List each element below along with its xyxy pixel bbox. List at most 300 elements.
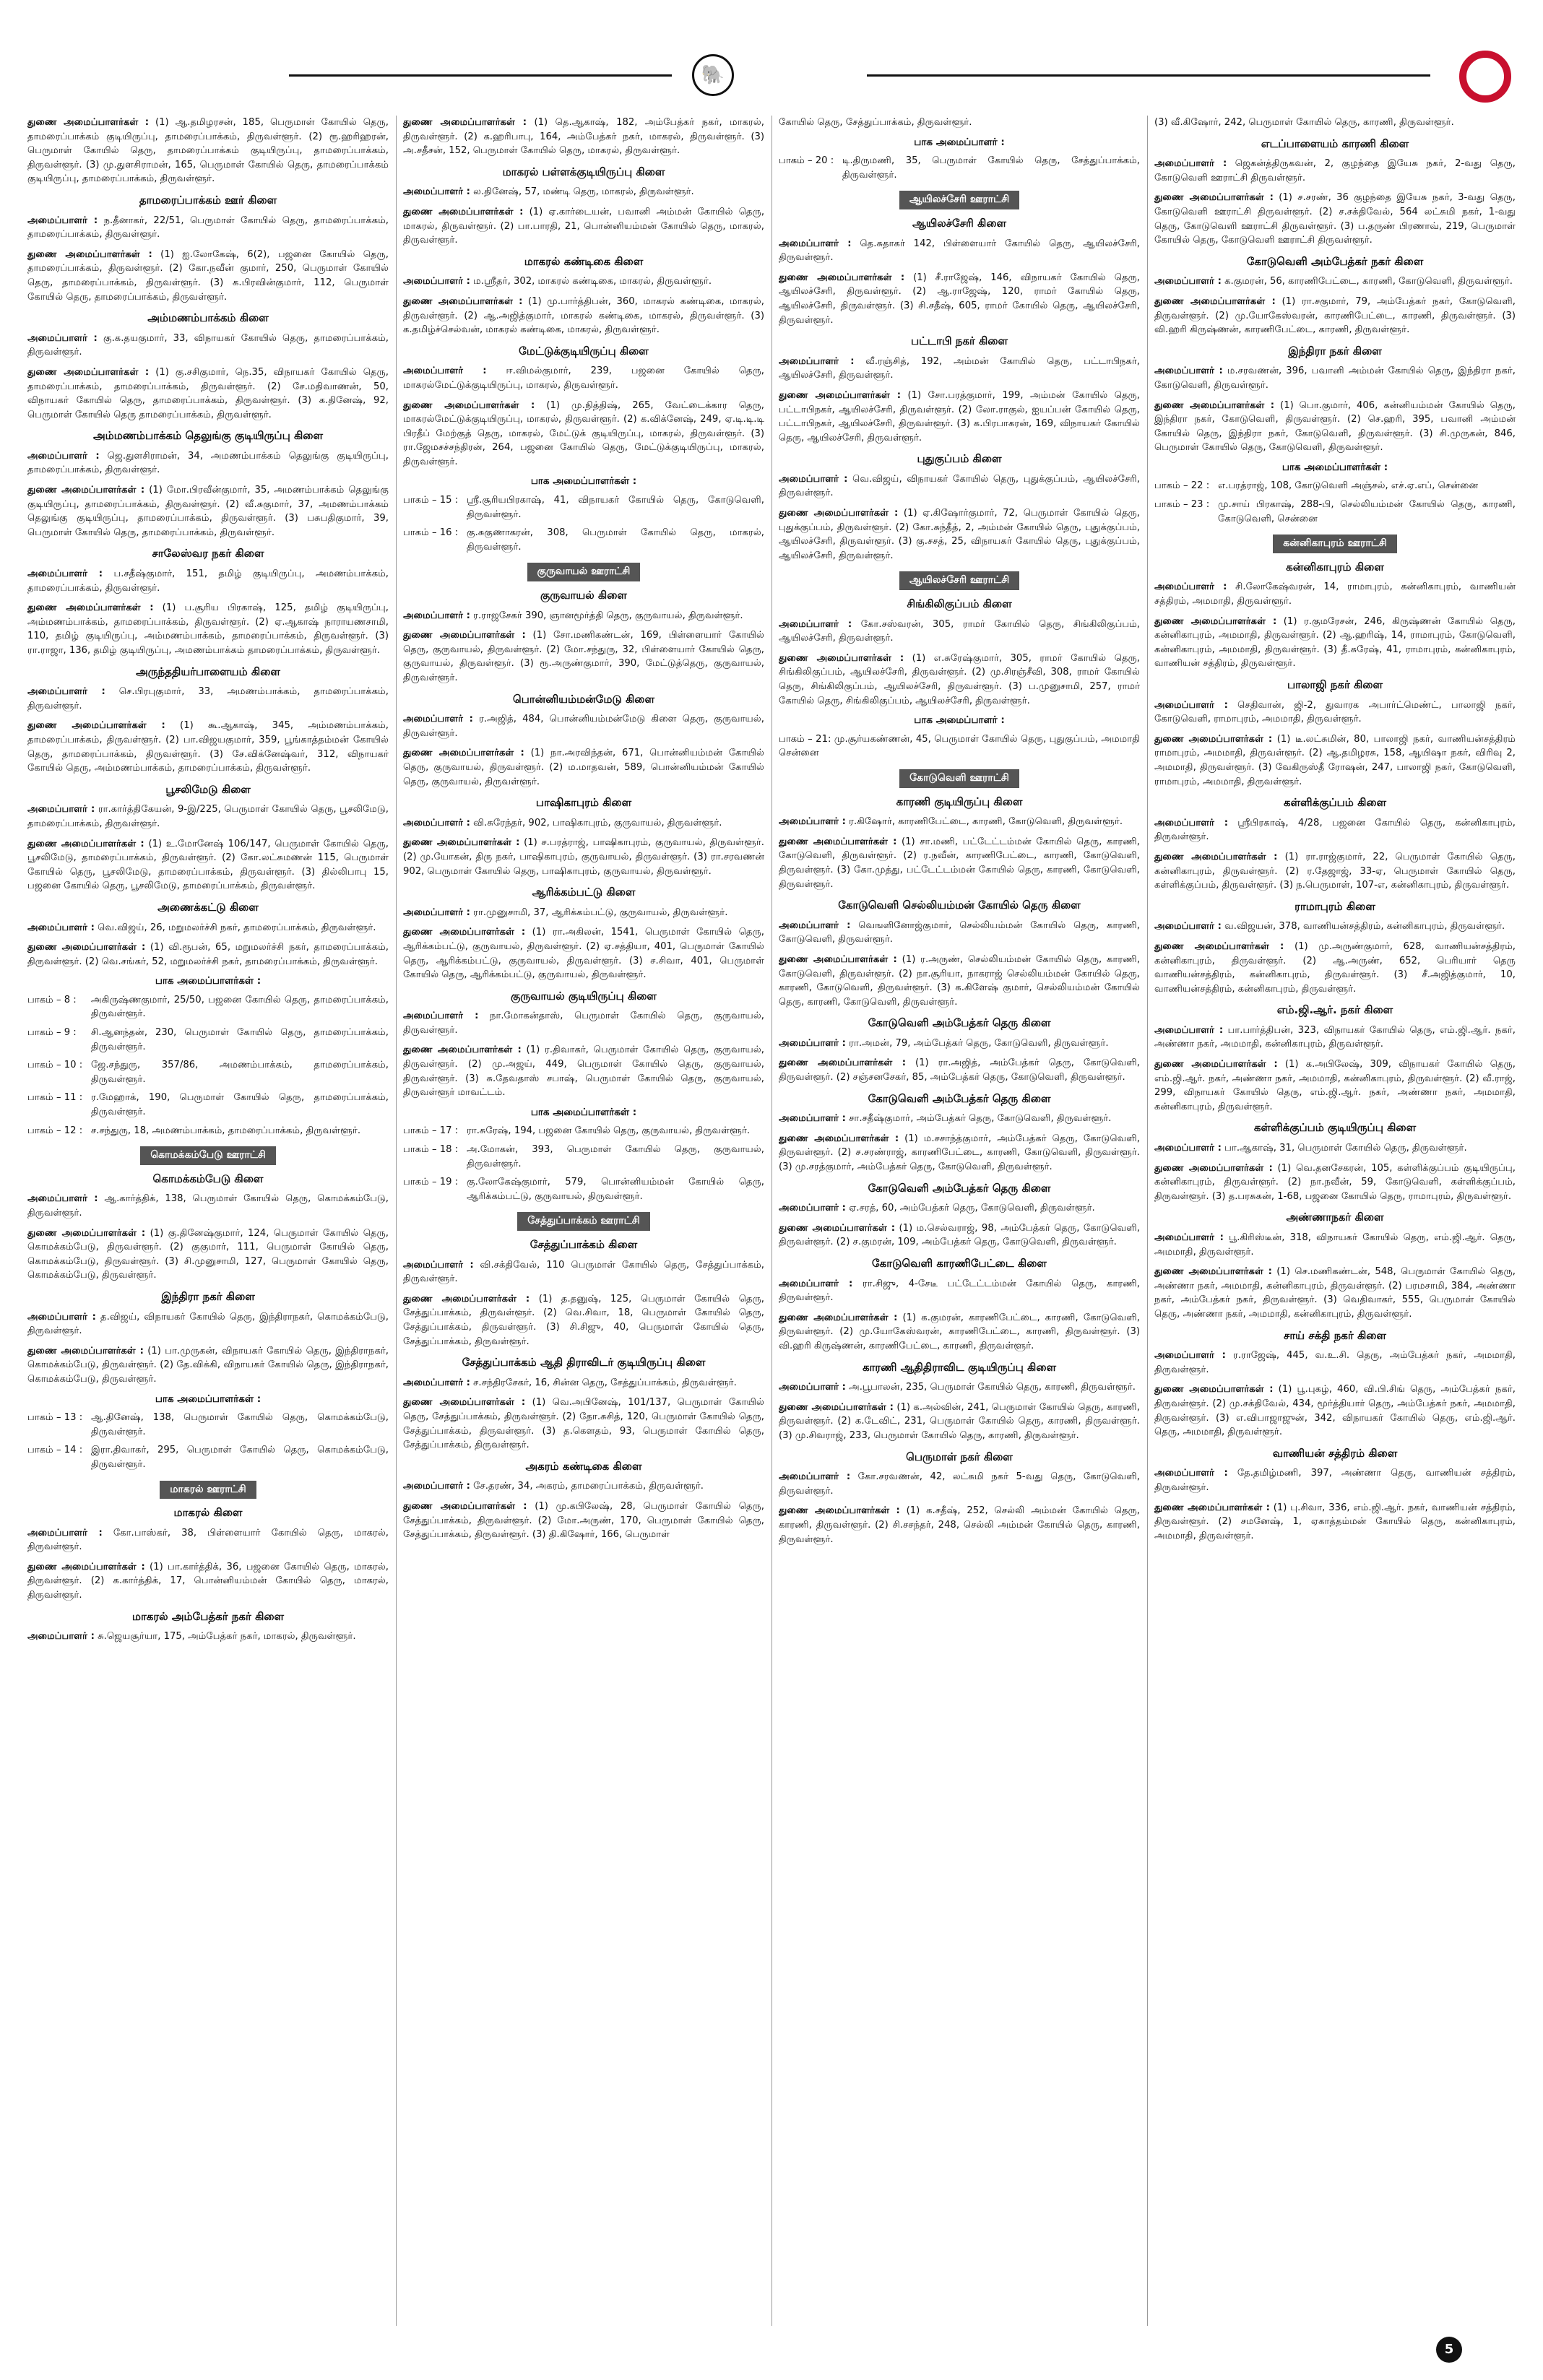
member-entry	[27, 567, 389, 595]
booth-details: இரா.திவாகர், 295, பெருமாள் கோயில் தெரு, கொமக்கம்பேடு, திருவள்ளூர்.	[91, 1445, 389, 1470]
booth-number: பாகம் – 15 :	[403, 495, 459, 506]
role-label: துணை அமைப்பாளர்கள் :	[403, 206, 524, 217]
member-entry	[1154, 1231, 1516, 1259]
booth-details: ஆ.தினேஷ், 138, பெருமாள் கோயில் தெரு, கொமக்கம்பேடு, திருவள்ளூர்.	[91, 1412, 389, 1437]
member-entry	[27, 1344, 389, 1387]
member-entry	[779, 1504, 1140, 1546]
role-label: துணை அமைப்பாளர்கள் :	[403, 927, 526, 938]
member-entry	[779, 1037, 1140, 1051]
panchayat-banner	[779, 769, 1140, 788]
member-entry	[1154, 1466, 1516, 1494]
member-entry	[779, 506, 1140, 563]
member-entry	[403, 1258, 764, 1286]
member-entry	[1154, 157, 1516, 185]
role-label: துணை அமைப்பாளர்கள் :	[27, 942, 146, 953]
member-details: (1) தெ.ஆகாஷ், 182, அம்பேத்கர் நகர், மாகரல், திருவள்ளூர். (2) க.ஹரிபாபு, 164, அம்பேத்கர் நகர், மாகரல், திருவள்ளூர். (3) அ.சதீசன், 152, பெருமாள் கோயில் தெரு, மாகரல், திருவள்ளூர்.	[403, 117, 764, 157]
role-label: அமைப்பாளர் :	[1154, 1350, 1226, 1362]
branch-heading: அண்ணாநகர் கிளை	[1286, 1211, 1384, 1224]
branch-heading: கோடுவெளி அம்பேத்கர் நகர் கிளை	[1246, 254, 1424, 268]
member-entry	[779, 1380, 1140, 1395]
member-entry	[1154, 816, 1516, 844]
role-label: துணை அமைப்பாளர்கள் :	[1154, 399, 1275, 411]
role-label: துணை அமைப்பாளர்கள் :	[779, 1505, 900, 1517]
member-details: (1) எ.சுரேஷ்குமார், 305, ராமர் கோயில் தெரு, சிங்கிலிகுப்பம், ஆயிலச்சேரி, திருவள்ளூர். (2) மு.சிரஞ்சீவி, 308, ராமர் கோயில் தெரு, சிங்கிலிகுப்பம், ஆயிலச்சேரி, திருவள்ளூர். (3) ப.முனுசாமி, 257, ராமர் கோயில் தெரு, சிங்கிலிகுப்பம், ஆயிலச்சேரி, திருவள்ளூர்.	[779, 652, 1140, 706]
member-entry	[403, 399, 764, 469]
booth-section-heading: பாக அமைப்பாளர் :	[914, 136, 1005, 148]
role-label: துணை அமைப்பாளர்கள் :	[27, 1345, 144, 1356]
member-entry	[403, 925, 764, 982]
member-entry	[1154, 295, 1516, 337]
role-label: துணை அமைப்பாளர்கள் :	[1154, 1384, 1274, 1395]
member-details: (1) ரா.ராஜ்குமார், 22, பெருமாள் கோயில் தெரு, கன்னிகாபுரம், திருவள்ளூர். (2) ர.தேஜாஜ், 33-ஏ, பெருமாள் கோயில் தெரு, கள்ளிக்குப்பம், திருவள்ளூர். (3) ந.பெருமாள், 107-எ, கன்னிகாபுரம், திருவள்ளூர்.	[1154, 851, 1516, 891]
booth-number: பாகம் – 22 :	[1154, 480, 1210, 492]
member-details: (1) மு.அருண்குமார், 628, வாணியன்சத்திரம், கன்னிகாபுரம், திருவள்ளூர். (2) ஆ.அருண், 652, பெரியார் தெரு வாணியன்சத்திரம், கன்னிகாபுரம், திருவள்ளூர். (3) சீ.அஜித்குமார், 10, வாணியன்சத்திரம், கன்னிகாபுரம், திருவள்ளூர்.	[1154, 940, 1516, 995]
role-label: அமைப்பாளர் :	[1154, 1143, 1222, 1154]
role-label: அமைப்பாளர் :	[779, 1471, 851, 1483]
branch-heading: வாணியன் சத்திரம் கிளை	[1272, 1446, 1398, 1460]
role-label: அமைப்பாளர் :	[779, 238, 852, 249]
member-entry	[27, 601, 389, 657]
member-entry	[779, 652, 1140, 708]
role-label: துணை அமைப்பாளர்கள் :	[779, 836, 897, 847]
role-label: அமைப்பாளர் :	[27, 1527, 103, 1539]
role-label: அமைப்பாளர் :	[27, 922, 95, 933]
branch-heading: கொமக்கம்பேடு கிளை	[152, 1172, 264, 1185]
branch-heading: மாகரல் பள்ளக்குடியிருப்பு கிளை	[502, 165, 665, 178]
member-details: (1) க.அல்வின், 241, பெருமாள் கோயில் தெரு, காரணி, திருவள்ளூர். (2) க.டேவிட், 231, பெருமாள் கோயில் தெரு, காரணி, திருவள்ளூர். (3) மு.சிவராஜ், 233, பெருமாள் கோயில் தெரு, காரணி, திருவள்ளூர்.	[779, 1401, 1140, 1441]
branch-heading: அம்மணம்பாக்கம் தெலுங்கு குடியிருப்பு கிளை	[93, 429, 323, 443]
branch-heading: எடப்பாளையம் காரணி கிளை	[1261, 137, 1409, 150]
member-entry	[1154, 1265, 1516, 1321]
member-entry	[27, 685, 389, 713]
booth-details: டி.திருமணி, 35, பெருமாள் கோயில் தெரு, சேத்துப்பாக்கம், திருவள்ளூர்.	[842, 155, 1140, 181]
booth-entry	[27, 1443, 389, 1471]
member-details: வெஙளினோஜ்குமார், செல்லியம்மன் கோயில் தெரு, காரணி, கோடுவெளி, திருவள்ளூர்.	[779, 919, 1140, 945]
column-2	[403, 116, 764, 2326]
member-entry	[27, 365, 389, 422]
branch-heading: கன்னிகாபுரம் கிளை	[1286, 560, 1384, 574]
member-entry	[403, 1009, 764, 1037]
member-entry	[27, 1630, 389, 1644]
member-details: தே.தமிழ்மணி, 397, அண்ணா தெரு, வாணியன் சத்திரம், திருவள்ளூர்.	[1154, 1468, 1516, 1493]
member-entry	[27, 1226, 389, 1283]
role-label: துணை அமைப்பாளர்கள் :	[403, 748, 524, 759]
role-label: அமைப்பாளர் :	[27, 568, 103, 580]
branch-heading: மாகரல் கண்டிகை கிளை	[524, 254, 644, 268]
member-details: சே.தரண், 34, அகரம், தாமரைப்பாக்கம், திருவள்ளூர்.	[473, 1481, 704, 1492]
member-entry	[779, 271, 1140, 327]
role-label: துணை அமைப்பாளர்கள் :	[27, 1227, 146, 1239]
role-label: துணை அமைப்பாளர்கள் :	[1154, 295, 1276, 307]
branch-heading: கோடுவெளி செல்லியம்மன் கோயில் தெரு கிளை	[838, 899, 1081, 912]
panchayat-banner-text: கோடுவெளி ஊராட்சி	[899, 769, 1019, 788]
member-details: கோயில் தெரு, சேத்துப்பாக்கம், திருவள்ளூர்.	[779, 117, 972, 128]
member-entry	[27, 802, 389, 831]
panchayat-banner-text: குருவாயல் ஊராட்சி	[527, 563, 641, 581]
role-label: அமைப்பாளர் :	[403, 906, 470, 918]
role-label: அமைப்பாளர் :	[779, 1113, 846, 1125]
branch-heading: பூசலிமேடு கிளை	[165, 782, 251, 796]
branch-heading: பாலாஜி நகர் கிளை	[1287, 678, 1383, 691]
panchayat-banner-text: கன்னிகாபுரம் ஊராட்சி	[1273, 535, 1397, 553]
branch-heading: சாலேஸ்வர நகர் கிளை	[152, 547, 264, 561]
member-entry	[779, 953, 1140, 1009]
member-details: ல.தினேஷ், 57, மண்டி தெரு, மாகரல், திருவள்ளூர்.	[473, 186, 694, 198]
member-details: (1) மோ.பிரவீன்குமார், 35, அமணம்பாக்கம் தெலுங்கு குடியிருப்பு, தாமரைப்பாக்கம், திருவள்ளூர். (2) வீ.சுகுமார், 37, அமணம்பாக்கம் தெலுங்கு குடியிருப்பு, தாமரைப்பாக்கம், திருவள்ளூர். (3) பசுபதிகுமார், 39, பெருமாள் கோயில் தெரு, தாமரைப்பாக்கம், திருவள்ளூர்.	[27, 485, 389, 538]
booth-section-heading: பாக அமைப்பாளர்கள் :	[1281, 461, 1388, 473]
member-details: (1) வெ.அபினேஷ், 101/137, பெருமாள் கோயில் தெரு, சேத்துப்பாக்கம், திருவள்ளூர். (2) தோ.சுசித், 120, பெருமாள் கோயில் தெரு, சேத்துப்பாக்கம், திருவள்ளூர். (3) த.கௌதம், 93, பெருமாள் கோயில் தெரு, சேத்துப்பாக்கம், திருவள்ளூர்.	[403, 1397, 764, 1451]
branch-heading: அருந்ததியர்பாளையம் கிளை	[136, 665, 280, 678]
branch-heading: ராமாபுரம் கிளை	[1295, 899, 1375, 913]
member-details: ரா.முனுசாமி, 37, ஆரிக்கம்பட்டு, குருவாயல், திருவள்ளூர்.	[473, 906, 728, 918]
page-number: 5	[1436, 2337, 1462, 2363]
booth-number: பாகம் – 12 :	[27, 1125, 83, 1136]
member-details: ர.கிஷோர், காரணிபேட்டை, காரணி, கோடுவெளி, திருவள்ளூர்.	[849, 816, 1123, 828]
branch-heading: பாஷிகாபுரம் கிளை	[535, 796, 632, 810]
member-details: (1) ச.சரண், 36 குழந்தை இயேசு நகர், 3-வது தெரு, கோடுவெளி ஊராட்சி திருவள்ளூர். (2) ச.சக்திவேல், 564 லட்சுமி நகர், 1-வது தெரு, கோடுவெளி ஊராட்சி திருவள்ளூர். (3) ப.தருண் பிரணாவ், 219, பெருமாள் கோயில் தெரு, கோடுவெளி ஊராட்சி திருவள்ளூர்.	[1154, 192, 1516, 246]
member-entry	[1154, 1057, 1516, 1114]
branch-heading: சேத்துப்பாக்கம் ஆதி திராவிடர் குடியிருப்பு கிளை	[462, 1356, 706, 1369]
member-entry	[403, 1395, 764, 1452]
member-details: (1) டீ.லட்சுமின், 80, பாலாஜி நகர், வாணியன்சத்திரம் ராமாபுரம், அமமாதி, திருவள்ளூர். (2) ஆ.தமிழரசு, 158, ஆயிஷா நகர், விரிவு 2, அமமாதி, திருவள்ளூர். (3) வேகிருஸ்தீ ரோஷன், 247, பாலாஜி நகர், கோடுவெளி, ராமாபுரம், அமமாதி, திருவள்ளூர்.	[1154, 733, 1516, 787]
member-details: ஈ.விமல்குமார், 239, பஜனை கோயில் தெரு, மாகரல்மேட்டுக்குடியிருப்பு, மாகரல், திருவள்ளூர்.	[403, 365, 764, 391]
member-details: ரா.அமன், 79, அம்பேத்கர் தெரு, கோடுவெளி, திருவள்ளூர்.	[849, 1037, 1109, 1049]
panchayat-banner	[779, 571, 1140, 590]
member-entry	[779, 1112, 1140, 1126]
member-entry	[1154, 698, 1516, 727]
member-details: தெ.சுதாகர் 142, பிள்ளையார் கோயில் தெரு, ஆயிலச்சேரி, திருவள்ளூர்.	[779, 238, 1140, 264]
branch-heading: இந்திரா நகர் கிளை	[1288, 344, 1382, 358]
branch-heading: காரணி குடியிருப்பு கிளை	[896, 795, 1023, 808]
role-label: அமைப்பாளர் :	[27, 804, 95, 815]
member-entry	[779, 618, 1140, 646]
member-entry	[403, 836, 764, 878]
member-details: (1) பொ.குமார், 406, கன்னியம்மன் கோயில் தெரு, இந்திரா நகர், கோடுவெளி, திருவள்ளூர். (2) செ.ஹரி, 395, பவானி அம்மன் கோயில் தெரு, இந்திரா நகர், கோடுவெளி, திருவள்ளூர். (3) சி.முருகன், 846, பெருமாள் கோயில் தெரு, கோடுவெளி, திருவள்ளூர்.	[1154, 399, 1516, 454]
member-entry	[779, 835, 1140, 891]
member-details: (1) க.அபிலேஷ், 309, விநாயகர் கோயில் தெரு, எம்.ஜி.ஆர். நகர், அண்ணா நகர், அமமாதி, கன்னிகாபுரம், திருவள்ளூர். (2) வீ.ராஜ், 299, விநாயகர் கோயில் தெரு, எம்.ஜி.ஆர். நகர், அண்ணா நகர், அமமாதி, கன்னிகாபுரம், திருவள்ளூர்.	[1154, 1059, 1516, 1112]
branch-heading: காரணி ஆதிதிராவிட குடியிருப்பு கிளை	[862, 1360, 1057, 1374]
role-label: துணை அமைப்பாளர்கள் :	[779, 1057, 907, 1069]
panchayat-banner-text: ஆயிலச்சேரி ஊராட்சி	[899, 191, 1019, 209]
member-details: ரா.சிஜு, 4-சேடீ பட்டேட்டம்மன் கோயில் தெரு, காரணி, திருவள்ளூர்.	[779, 1278, 1140, 1304]
booth-details: கு.சுகுணாகரன், 308, பெருமாள் கோயில் தெரு, மாகரல், திருவள்ளூர்.	[467, 527, 764, 553]
branch-heading: ஆயிலச்சேரி கிளை	[912, 216, 1007, 230]
member-details: (1) கு.சசிகுமார், நெ.35, விநாயகர் கோயில் தெரு, தாமரைப்பாக்கம், தாமரைப்பாக்கம், திருவள்ளூர். (2) சே.மதிவாணன், 50, விநாயகர் கோயில் தெரு, தாமரைப்பாக்கம், திருவள்ளூர். (3) க.தினேஷ், 92, பெருமாள் கோயில் தெரு தாமரைப்பாக்கம், திருவள்ளூர்.	[27, 366, 389, 420]
booth-number: பாகம் – 17 :	[403, 1125, 459, 1137]
booth-number: பாகம் – 10 :	[27, 1060, 83, 1071]
branch-heading: மாகரல் அம்பேத்கர் நகர் கிளை	[131, 1609, 285, 1623]
panchayat-banner	[779, 191, 1140, 209]
member-entry	[1154, 732, 1516, 789]
column-1	[27, 116, 389, 2326]
booth-details: கு.லோகேஷ்குமார், 579, பொன்னியம்மன் கோயில் தெரு, ஆரிக்கம்பட்டு, குருவாயல், திருவள்ளூர்.	[467, 1177, 764, 1202]
member-entry	[403, 746, 764, 789]
role-label: துணை அமைப்பாளர்கள் :	[779, 1312, 898, 1323]
member-entry	[1154, 1382, 1516, 1439]
role-label: துணை அமைப்பாளர்கள் :	[403, 1293, 530, 1304]
role-label: துணை அமைப்பாளர்கள் :	[779, 272, 905, 283]
member-entry	[779, 472, 1140, 501]
role-label: அமைப்பாளர் :	[779, 919, 851, 931]
booth-number: பாகம் – 19 :	[403, 1177, 459, 1188]
branch-heading: இந்திரா நகர் கிளை	[161, 1289, 255, 1303]
member-details: (1) ர.அருண், செல்லியம்மன் கோயில் தெரு, காரணி, கோடுவெளி, திருவள்ளூர். (2) நா.சூரியா, நாகராஜ் செல்லியம்மன் கோயில் தெரு, காரணி, கோடுவெளி, திருவள்ளூர். (3) க.கிளேஷ் குமார், செல்லியம்மன் கோயில் தெரு, காரணி, கோடுவெளி, திருவள்ளூர்.	[779, 953, 1140, 1008]
member-details: (1) சோ.பரத்குமார், 199, அம்மன் கோயில் தெரு, பட்டாபிநகர், ஆயிலச்சேரி, திருவள்ளூர். (2) லோ.ராகுல், ஐயப்பன் கோயில் தெரு, பட்டாபிநகர், ஆயிலச்சேரி, திருவள்ளூர். (3) க.பிரபாகரன், 169, விநாயகர் கோயில் தெரு, ஆயிலச்சேரி, திருவள்ளூர்.	[779, 389, 1140, 443]
elephant-emblem-icon: 🐘	[692, 54, 734, 96]
role-label: துணை அமைப்பாளர்கள் :	[779, 953, 897, 965]
role-label: துணை அமைப்பாளர்கள் :	[27, 838, 144, 849]
role-label: அமைப்பாளர் :	[779, 816, 846, 828]
branch-heading: அணைக்கட்டு கிளை	[157, 900, 259, 914]
member-entry	[403, 906, 764, 920]
member-entry	[27, 921, 389, 935]
member-entry	[27, 116, 389, 186]
booth-entry	[403, 526, 764, 554]
member-entry	[1154, 191, 1516, 247]
member-entry	[779, 815, 1140, 829]
role-label: துணை அமைப்பாளர்கள் :	[27, 248, 152, 260]
role-label: துணை அமைப்பாளர்கள் :	[27, 602, 154, 614]
member-entry	[779, 1277, 1140, 1305]
role-label: துணை அமைப்பாளர்கள் :	[27, 1561, 145, 1572]
member-entry	[779, 732, 1140, 761]
role-label: துணை அமைப்பாளர்கள் :	[403, 117, 527, 128]
member-entry	[403, 274, 764, 289]
member-details: ம.சரவணன், 396, பவானி அம்மன் கோயில் தெரு, இந்திரா நகர், கோடுவெளி, திருவள்ளூர்.	[1154, 365, 1516, 391]
role-label: அமைப்பாளர் :	[1154, 276, 1222, 287]
role-label: அமைப்பாளர் :	[1154, 581, 1227, 593]
booth-details: ச.சந்துரு, 18, அமணம்பாக்கம், தாமரைப்பாக்கம், திருவள்ளூர்.	[91, 1125, 361, 1136]
role-label: துணை அமைப்பாளர்கள் :	[27, 485, 145, 496]
member-entry	[779, 1132, 1140, 1174]
member-details: க.குமரன், 56, காரணிபேட்டை, காரணி, கோடுவெளி, திருவள்ளூர்.	[1224, 276, 1513, 287]
branch-heading: கள்ளிக்குப்பம் கிளை	[1283, 796, 1387, 810]
panchayat-banner	[1154, 535, 1516, 553]
member-details: செதிவான், ஜி-2, துவாரக அபார்ட்மெண்ட், பாலாஜி நகர், கோடுவெளி, ராமாபுரம், அமமாதி, திருவள்ளூர்.	[1154, 699, 1516, 725]
member-details: (1) ரா.அஜித், அம்பேத்கர் தெரு, கோடுவெளி, திருவள்ளூர். (2) சஞ்சனசேகர், 85, அம்பேத்கர் தெரு, கோடுவெளி, திருவள்ளூர்.	[779, 1057, 1140, 1083]
role-label: துணை அமைப்பாளர்கள் :	[27, 720, 165, 732]
panchayat-banner	[27, 1481, 389, 1500]
member-entry	[403, 205, 764, 248]
page-header	[0, 0, 1543, 123]
member-details: (1) மு.நித்திஷ், 265, வேட்டைக்கார தெரு, மாகரல்மேட்டுக்குடியிருப்பு, மாகரல், திருவள்ளூர். (2) க.விக்னேஷ், 249, ஏ.டி.டி.டி பிரதீப் மேற்குத் தெரு, மாகரல், மேட்டுக் குடியிருப்பு, மாகரல், திருவள்ளூர். (3) ரா.ஜேமசச்சந்திரன், 264, பஜனை கோயில் தெரு, மேட்டுக்குடியிருப்பு, மாகரல், திருவள்ளூர்.	[403, 399, 764, 467]
branch-heading: மாகரல் கிளை	[173, 1506, 243, 1520]
member-entry	[779, 355, 1140, 383]
member-entry	[403, 816, 764, 831]
member-entry	[779, 1401, 1140, 1443]
member-details: (1) மு.கபிலேஷ், 28, பெருமாள் கோயில் தெரு, சேத்துப்பாக்கம், திருவள்ளூர். (2) மோ.அருண், 170, பெருமாள் கோயில் தெரு, சேத்துப்பாக்கம், திருவள்ளூர். (3) தி.கிஷோர், 166, பெருமாள்	[403, 1500, 764, 1541]
member-entry	[27, 248, 389, 304]
member-details: வி.சுரேந்தர், 902, பாஷிகாபுரம், குருவாயல், திருவள்ளூர்.	[473, 817, 722, 828]
role-label: துணை அமைப்பாளர்கள் :	[403, 295, 523, 307]
role-label: துணை அமைப்பாளர்கள் :	[1154, 851, 1278, 862]
role-label: அமைப்பாளர் :	[1154, 817, 1228, 828]
role-label: அமைப்பாளர் :	[1154, 1232, 1224, 1243]
booth-entry	[403, 1124, 764, 1138]
role-label: துணை அமைப்பாளர்கள் :	[403, 1500, 527, 1512]
booth-details: ர.மேஹாக், 190, பெருமாள் கோயில் தெரு, தாமரைப்பாக்கம், திருவள்ளூர்.	[91, 1092, 389, 1118]
role-label: அமைப்பாளர் :	[27, 1311, 96, 1323]
role-label: துணை அமைப்பாளர்கள் :	[779, 652, 904, 664]
member-details: ப.சதீஷ்குமார், 151, தமிழ் குடியிருப்பு, அமணம்பாக்கம், தாமரைப்பாக்கம், திருவள்ளூர்.	[27, 568, 389, 594]
booth-entry	[403, 1143, 764, 1171]
member-details: (1) ரா.அகிலன், 1541, பெருமாள் கோயில் தெரு, ஆரிக்கம்பட்டு, குருவாயல், திருவள்ளூர். (2) ஏ.சத்தியா, 401, பெருமாள் கோயில் தெரு, ஆரிக்கம்பட்டு, குருவாயல், திருவள்ளூர். (3) ச.சிவா, 401, பெருமாள் கோயில் தெரு, ஆரிக்கம்பட்டு, குருவாயல், திருவள்ளூர்.	[403, 927, 764, 981]
booth-section-heading: பாக அமைப்பாளர்கள் :	[530, 475, 637, 488]
member-details: (1) பா.கார்த்திக், 36, பஜனை கோயில் தெரு, மாகரல், திருவள்ளூர். (2) க.கார்த்திக், 17, பொன்னியம்மன் கோயில் தெரு, மாகரல், திருவள்ளூர்.	[27, 1561, 389, 1601]
booth-section-heading: பாக அமைப்பாளர் :	[914, 714, 1005, 727]
member-entry	[779, 919, 1140, 947]
member-entry	[403, 609, 764, 623]
branch-heading: சாய் சக்தி நகர் கிளை	[1284, 1328, 1386, 1342]
member-entry	[1154, 399, 1516, 455]
role-label: துணை அமைப்பாளர்கள் :	[779, 389, 902, 401]
member-entry	[1154, 940, 1516, 996]
role-label: துணை அமைப்பாளர்கள் :	[403, 399, 535, 411]
booth-number: பாகம் – 13 :	[27, 1412, 83, 1424]
booth-details: அ.மோகன், 393, பெருமாள் கோயில் தெரு, குருவாயல், திருவள்ளூர்.	[467, 1144, 764, 1169]
role-label: அமைப்பாளர் :	[403, 365, 487, 377]
member-entry	[1154, 274, 1516, 289]
article-columns	[27, 116, 1516, 2326]
member-entry	[779, 1221, 1140, 1250]
member-entry	[403, 295, 764, 337]
role-label: அமைப்பாளர் :	[403, 276, 470, 287]
member-details: பா.பார்த்திபன், 323, விநாயகர் கோயில் தெரு, எம்.ஜி.ஆர். நகர், அண்ணா நகர், அமமாதி, கன்னிகாபுரம், திருவள்ளூர்.	[1154, 1024, 1516, 1050]
booth-entry	[403, 1175, 764, 1203]
member-details: (1) சீ.ராஜேஷ், 146, விநாயகர் கோயில் தெரு, ஆயிலச்சேரி, திருவள்ளூர். (2) ஆ.ராஜேஷ், 120, ராமர் கோயில் தெரு, ஆயிலச்சேரி, திருவள்ளூர். (3) சி.சதீஷ், 605, ராமர் கோயில் தெரு, ஆயிலச்சேரி, திருவள்ளூர்.	[779, 272, 1140, 326]
role-label: துணை அமைப்பாளர்கள் :	[1154, 192, 1274, 204]
member-entry	[1154, 1141, 1516, 1156]
member-details: செ.பிரபுகுமார், 33, அமணம்பாக்கம், தாமரைப்பாக்கம், திருவள்ளூர்.	[27, 686, 389, 711]
booth-entry	[27, 1091, 389, 1119]
member-details: (1) ம.செல்வராஜ், 98, அம்பேத்கர் தெரு, கோடுவெளி, திருவள்ளூர். (2) ச.குமரன், 109, அம்பேத்கர் தெரு, கோடுவெளி, திருவள்ளூர்.	[779, 1222, 1140, 1248]
panchayat-banner-text: ஆயிலச்சேரி ஊராட்சி	[899, 571, 1019, 590]
role-label: அமைப்பாளர் :	[779, 618, 852, 630]
member-details: ஆ.கார்த்திக், 138, பெருமாள் கோயில் தெரு, கொமக்கம்பேடு, திருவள்ளூர்.	[27, 1193, 389, 1219]
member-details: வ.விஜயன், 378, வாணியன்சத்திரம், கன்னிகாபுரம், திருவள்ளூர்.	[1224, 921, 1505, 932]
branch-heading: கோடுவெளி அம்பேத்கர் தெரு கிளை	[868, 1016, 1051, 1030]
member-details: (1) வி.ரூபன், 65, மறுமலர்ச்சி நகர், தாமரைப்பாக்கம், திருவள்ளூர். (2) வெ.சங்கர், 52, மறுமலர்ச்சி நகர், தாமரைப்பாக்கம், திருவள்ளூர்.	[27, 942, 389, 967]
member-details: வெ.விஜய், 26, மறுமலர்ச்சி நகர், தாமரைப்பாக்கம், திருவள்ளூர்.	[98, 922, 376, 933]
booth-number: பாகம் – 11 :	[27, 1092, 83, 1104]
role-label: அமைப்பாளர் :	[403, 186, 470, 198]
member-details: ர.ராஜசேகர் 390, ஞானமூர்த்தி தெரு, குருவாயல், திருவள்ளூர்.	[473, 610, 743, 621]
role-label: அமைப்பாளர் :	[403, 1377, 470, 1388]
booth-number: பாகம் – 23 :	[1154, 499, 1210, 511]
booth-entry	[403, 493, 764, 522]
member-entry	[27, 449, 389, 477]
branch-heading: தாமரைப்பாக்கம் ஊர் கிளை	[139, 193, 277, 207]
booth-entry	[27, 1124, 389, 1138]
member-details: கோ.சரவணன், 42, லட்சுமி நகர் 5-வது தெரு, கோடுவெளி, திருவள்ளூர்.	[779, 1471, 1140, 1497]
member-entry	[27, 1192, 389, 1220]
member-entry	[27, 1526, 389, 1554]
role-label: துணை அமைப்பாளர்கள் :	[1154, 1502, 1270, 1513]
role-label: அமைப்பாளர் :	[27, 332, 98, 344]
member-entry	[27, 940, 389, 969]
booth-number: பாகம் – 9 :	[27, 1027, 77, 1039]
role-label: அமைப்பாளர் :	[27, 1631, 95, 1643]
role-label: அமைப்பாளர் :	[27, 1193, 98, 1205]
header-rule-right	[867, 74, 1430, 77]
role-label: அமைப்பாளர் :	[1154, 1024, 1224, 1036]
member-details: (1) த.தனுஷ், 125, பெருமாள் கோயில் தெரு, சேத்துப்பாக்கம், திருவள்ளூர். (2) வெ.சிவா, 18, பெருமாள் கோயில் தெரு, சேத்துப்பாக்கம், திருவள்ளூர். (3) சி.சிஜு, 40, பெருமாள் கோயில் தெரு, சேத்துப்பாக்கம், திருவள்ளூர்.	[403, 1293, 764, 1347]
booth-number: பாகம் – 20 :	[779, 155, 834, 167]
role-label: அமைப்பாளர் :	[403, 1259, 474, 1271]
member-entry	[27, 483, 389, 540]
booth-entry	[27, 1058, 389, 1086]
role-label: அமைப்பாளர் :	[779, 1037, 846, 1049]
member-entry	[403, 364, 764, 392]
booth-entry	[27, 1411, 389, 1439]
booth-details: எ.பரத்ராஜ், 108, கோடுவெளி அஞ்சல், எச்.ஏ.எப், சென்னை	[1218, 480, 1479, 492]
member-details: கோ.சஸ்வரன், 305, ராமர் கோயில் தெரு, சிங்கிலிகுப்பம், ஆயிலச்சேரி, திருவள்ளூர்.	[779, 618, 1140, 644]
member-entry	[1154, 1161, 1516, 1204]
branch-heading: குருவாயல் கிளை	[540, 589, 627, 602]
member-details: சி.லோகேஷ்வரன், 14, ராமாபுரம், கன்னிகாபுரம், வாணியன் சத்திரம், அமமாதி, திருவள்ளூர்.	[1154, 581, 1516, 607]
member-details: (1) சா.மணி, பட்டேட்டம்மன் கோயில் தெரு, காரணி, கோடுவெளி, திருவள்ளூர். (2) ர.நவீன், காரணிபேட்டை, காரணி, கோடுவெளி, திருவள்ளூர். (3) கோ.முத்து, பட்டேட்டம்மன் கோயில் தெரு, காரணி, கோடுவெளி, திருவள்ளூர்.	[779, 836, 1140, 890]
booth-number: பாகம் – 16 :	[403, 527, 459, 539]
role-label: அமைப்பாளர் :	[779, 1278, 853, 1289]
role-label: அமைப்பாளர் :	[779, 473, 848, 485]
member-details: (1) ர.திவாகர், பெருமாள் கோயில் தெரு, குருவாயல், திருவள்ளூர். (2) மு.அஜய், 449, பெருமாள் கோயில் தெரு, குருவாயல், திருவள்ளூர். (3) சு.தேவதாஸ் சபாஷ், பெருமாள் கோயில் தெரு, குருவாயல், திருவள்ளூர் மாவட்டம்.	[403, 1044, 764, 1099]
member-details: (1) ஐ.லோகேஷ், 6(2), பஜனை கோயில் தெரு, தாமரைப்பாக்கம், திருவள்ளூர். (2) கோ.நவீன் குமார், 250, பெருமாள் கோயில் தெரு, தாமரைப்பாக்கம், திருவள்ளூர். (3) க.பிரவின்குமார், 112, பெருமாள் கோயில் தெரு, தாமரைப்பாக்கம், திருவள்ளூர்.	[27, 248, 389, 303]
member-entry	[1154, 615, 1516, 671]
branch-heading: குருவாயல் குடியிருப்பு கிளை	[511, 989, 657, 1003]
member-details: (1) ம.சசாந்த்குமார், அம்பேத்கர் தெரு, கோடுவெளி, திருவள்ளூர். (2) ச.சரண்ராஜ், காரணிபேட்டை, காரணி, கோடுவெளி, திருவள்ளூர். (3) மு.சரத்குமார், அம்பேத்கர் தெரு, கோடுவெளி, திருவள்ளூர்.	[779, 1133, 1140, 1173]
member-details: (1) ஏ.கிஷோர்குமார், 72, பெருமாள் கோயில் தெரு, புதுக்குப்பம், திருவள்ளூர். (2) கோ.சுந்தீத், 2, அம்மன் கோயில் தெரு, புதுக்குப்பம், ஆயிலச்சேரி, திருவள்ளூர். (3) கு.சசத், 25, விநாயகர் கோயில் தெரு, புதுக்குப்பம், ஆயிலச்சேரி, திருவள்ளூர்.	[779, 508, 1140, 561]
role-label: துணை அமைப்பாளர்கள் :	[1154, 1059, 1278, 1070]
booth-entry	[1154, 498, 1516, 526]
booth-entry	[27, 993, 389, 1021]
role-label: துணை அமைப்பாளர்கள் :	[1154, 1266, 1272, 1278]
member-details: வீ.ரஞ்சித், 192, அம்மன் கோயில் தெரு, பட்டாபிநகர், ஆயிலச்சேரி, திருவள்ளூர்.	[779, 355, 1140, 381]
member-entry	[403, 712, 764, 740]
member-entry	[27, 837, 389, 893]
member-entry	[779, 1470, 1140, 1498]
role-label: அமைப்பாளர் :	[1154, 1468, 1228, 1479]
member-entry	[403, 1500, 764, 1542]
role-label: துணை அமைப்பாளர்கள் :	[779, 1401, 894, 1413]
member-entry	[1154, 116, 1516, 130]
member-entry	[779, 1056, 1140, 1084]
member-entry	[779, 1201, 1140, 1216]
member-entry	[779, 237, 1140, 265]
member-entry	[1154, 1501, 1516, 1544]
panchayat-banner-text: சேத்துப்பாக்கம் ஊராட்சி	[517, 1212, 649, 1231]
branch-heading: சேத்துப்பாக்கம் கிளை	[530, 1238, 638, 1251]
role-label: அமைப்பாளர் :	[1154, 158, 1227, 170]
booth-section-heading: பாக அமைப்பாளர்கள் :	[530, 1106, 637, 1118]
member-details: (1) பா.முருகன், விநாயகர் கோயில் தெரு, இந்திராநகர், கொமக்கம்பேடு, திருவள்ளூர். (2) தே.விக்கி, விநாயகர் கோயில் தெரு, இந்திராநகர், கொமக்கம்பேடு, திருவள்ளூர்.	[27, 1345, 389, 1385]
branch-heading: அம்மணம்பாக்கம் கிளை	[147, 311, 269, 325]
member-details: சு.ஜெயசூர்யா, 175, அம்பேத்கர் நகர், மாகரல், திருவள்ளூர்.	[98, 1631, 356, 1643]
booth-section-heading: பாக அமைப்பாளர்கள் :	[155, 1393, 262, 1405]
role-label: துணை அமைப்பாளர்கள் :	[779, 1133, 899, 1144]
booth-entry	[27, 1026, 389, 1054]
branch-heading: பெருமாள் நகர் கிளை	[906, 1450, 1013, 1463]
panchayat-banner-text: மாகரல் ஊராட்சி	[160, 1481, 256, 1500]
role-label: துணை அமைப்பாளர்கள் :	[1154, 615, 1277, 627]
member-details: (1) க.சதீஷ், 252, செல்லி அம்மன் கோயில் தெரு, காரணி, திருவள்ளூர். (2) சி.சசந்தர், 248, செல்லி அம்மன் கோயில் தெரு, காரணி, திருவள்ளூர்.	[779, 1505, 1140, 1545]
role-label: அமைப்பாளர் :	[403, 610, 470, 621]
booth-details: அகிருஷ்ணகுமார், 25/50, பஜனை கோயில் தெரு, தாமரைப்பாக்கம், திருவள்ளூர்.	[91, 994, 389, 1020]
role-label: துணை அமைப்பாளர்கள் :	[403, 1397, 526, 1408]
member-entry	[403, 185, 764, 199]
member-details: (1) உ.மோனேஷ் 106/147, பெருமாள் கோயில் தெரு, பூசலிமேடு, தாமரைப்பாக்கம், திருவள்ளூர். (2) கோ.லட்சுமணன் 115, பெருமாள் கோயில் தெரு, பூசலிமேடு, தாமரைப்பாக்கம், திருவள்ளூர். (3) தில்லிபாபு 15, பஜனை கோயில் தெரு, பூசலிமேடு, தாமரைப்பாக்கம், திருவள்ளூர்.	[27, 838, 389, 892]
member-details: கு.க.தயகுமார், 33, விநாயகர் கோயில் தெரு, தாமரைப்பாக்கம், திருவள்ளூர்.	[27, 332, 389, 358]
red-circle-icon	[1459, 51, 1511, 103]
